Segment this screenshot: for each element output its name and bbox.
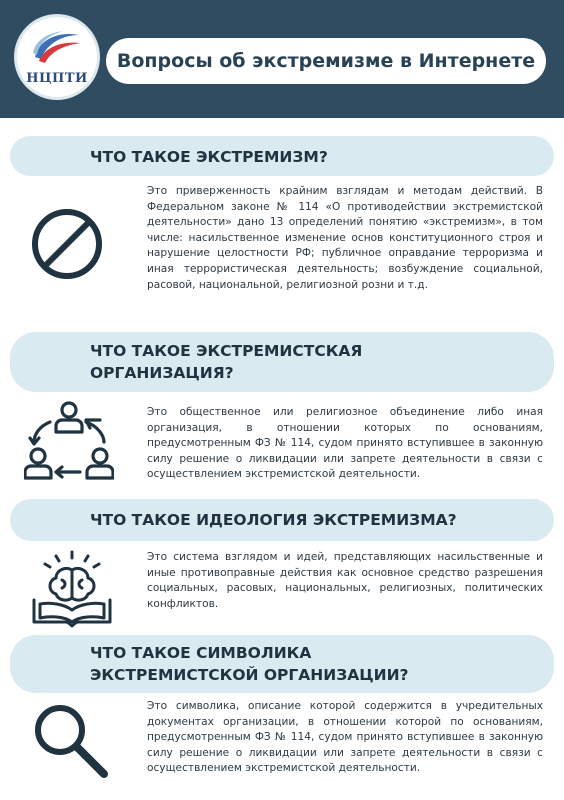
question-banner-2 — [10, 332, 554, 392]
question-4: ЧТО ТАКОЕ СИМВОЛИКА ЭКСТРЕМИСТСКОЙ ОРГАНИЗАЦИИ? — [90, 644, 409, 684]
logo — [14, 14, 100, 100]
brain-book-icon — [26, 550, 118, 632]
answer-1: Это приверженность крайним взглядам и методам действий. В Федеральном законе № 114 «О противодействии экстремистской деятельности» дано 13 определений понятию «экстремизм», в том числе: насильственное изменение основ конституционного строя и нарушение целостности РФ; публичное оправдание терроризма и иная террористическая деятельность; возбуждение социальной, расовой, национальной, религиозной розни и т.д. — [147, 185, 543, 291]
question-banner-1 — [10, 136, 554, 176]
logo-swoosh-icon — [29, 27, 85, 71]
answer-3: Это система взглядом и идей, представляющих насильственные и иные противоправные действия как основное средство разрешения социальных, расовых, национальных, религиозных, политических конфликтов. — [147, 551, 543, 610]
question-2: ЧТО ТАКОЕ ЭКСТРЕМИСТСКАЯ ОРГАНИЗАЦИЯ? — [90, 342, 363, 382]
logo-text: НЦПТИ — [26, 71, 88, 86]
people-cycle-icon — [24, 398, 114, 498]
answer-4: Это символика, описание которой содержится в учредительных документах организации, в отношении которой по основаниям, предусмотренным ФЗ № 114, судом принято вступившее в законную силу решение о ликвидации или запрете деятельности в связи с осуществлением экстремистской деятельности. — [147, 700, 543, 775]
question-1: ЧТО ТАКОЕ ЭКСТРЕМИЗМ? — [90, 148, 328, 166]
page-title: Вопросы об экстремизме в Интернете — [106, 38, 546, 84]
question-3: ЧТО ТАКОЕ ИДЕОЛОГИЯ ЭКСТРЕМИЗМА? — [90, 511, 457, 529]
question-banner-3 — [10, 499, 554, 541]
header-banner — [0, 0, 564, 118]
prohibition-icon — [28, 205, 106, 287]
question-banner-4 — [10, 635, 554, 693]
answer-2: Это общественное или религиозное объединение либо иная организация, в отношении которых по основаниям, предусмотренным ФЗ № 114, судом принято вступившее в законную силу решение о ликвидации или запрете деятельности в связи с осуществлением экстремистской деятельности. — [147, 406, 543, 481]
magnifier-icon — [30, 700, 112, 786]
